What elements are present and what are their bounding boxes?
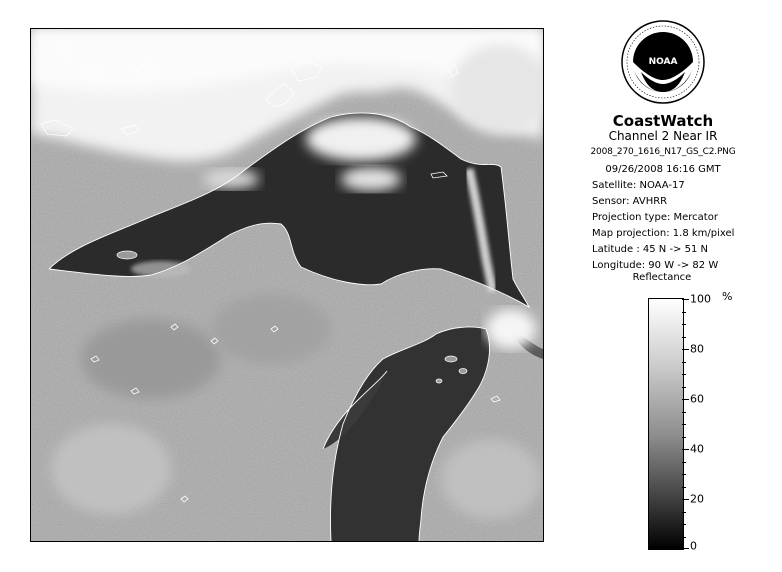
colorbar-tick xyxy=(682,349,689,350)
colorbar-minor-tick xyxy=(682,524,686,525)
satellite-label: Satellite: NOAA-17 xyxy=(592,180,685,191)
colorbar-minor-tick xyxy=(682,387,686,388)
noaa-seal-icon xyxy=(621,20,705,104)
date-time: 09/26/2008 16:16 GMT xyxy=(605,164,721,175)
latitude-label: Latitude : 45 N -> 51 N xyxy=(592,244,708,255)
colorbar-minor-tick xyxy=(682,374,686,375)
colorbar-tick-label: 0 xyxy=(690,539,697,553)
colorbar-tick xyxy=(682,299,689,300)
channel-label: Channel 2 Near IR xyxy=(608,129,718,143)
colorbar-minor-tick xyxy=(682,337,686,338)
colorbar-tick xyxy=(682,399,689,400)
colorbar-minor-tick xyxy=(682,324,686,325)
colorbar-title: Reflectance xyxy=(632,272,692,283)
colorbar-minor-tick xyxy=(682,512,686,513)
colorbar-tick-label: 80 xyxy=(690,342,704,356)
colorbar-unit: % xyxy=(722,290,733,303)
satellite-image xyxy=(31,29,543,541)
colorbar-tick-label: 40 xyxy=(690,442,704,456)
app-title: CoastWatch xyxy=(612,112,714,130)
colorbar-tick-label: 20 xyxy=(690,492,704,506)
noaa-logo xyxy=(621,20,705,104)
colorbar-minor-tick xyxy=(682,312,686,313)
colorbar-minor-tick xyxy=(682,424,686,425)
projection-type-label: Projection type: Mercator xyxy=(592,212,718,223)
colorbar-minor-tick xyxy=(682,362,686,363)
colorbar-tick xyxy=(682,449,689,450)
colorbar-minor-tick xyxy=(682,412,686,413)
colorbar xyxy=(648,298,684,550)
file-name: 2008_270_1616_N17_GS_C2.PNG xyxy=(590,147,736,157)
colorbar-minor-tick xyxy=(682,474,686,475)
colorbar-minor-tick xyxy=(682,537,686,538)
colorbar-tick-label: 60 xyxy=(690,392,704,406)
colorbar-minor-tick xyxy=(682,462,686,463)
colorbar-minor-tick xyxy=(682,437,686,438)
longitude-label: Longitude: 90 W -> 82 W xyxy=(592,260,719,271)
colorbar-tick-label: 100 xyxy=(690,292,711,306)
sensor-label: Sensor: AVHRR xyxy=(592,196,668,207)
colorbar-tick xyxy=(682,548,689,549)
map-projection-label: Map projection: 1.8 km/pixel xyxy=(592,228,735,239)
colorbar-minor-tick xyxy=(682,487,686,488)
logo-center-text: NOAA xyxy=(648,57,678,67)
colorbar-tick xyxy=(682,499,689,500)
satellite-map xyxy=(30,28,544,542)
